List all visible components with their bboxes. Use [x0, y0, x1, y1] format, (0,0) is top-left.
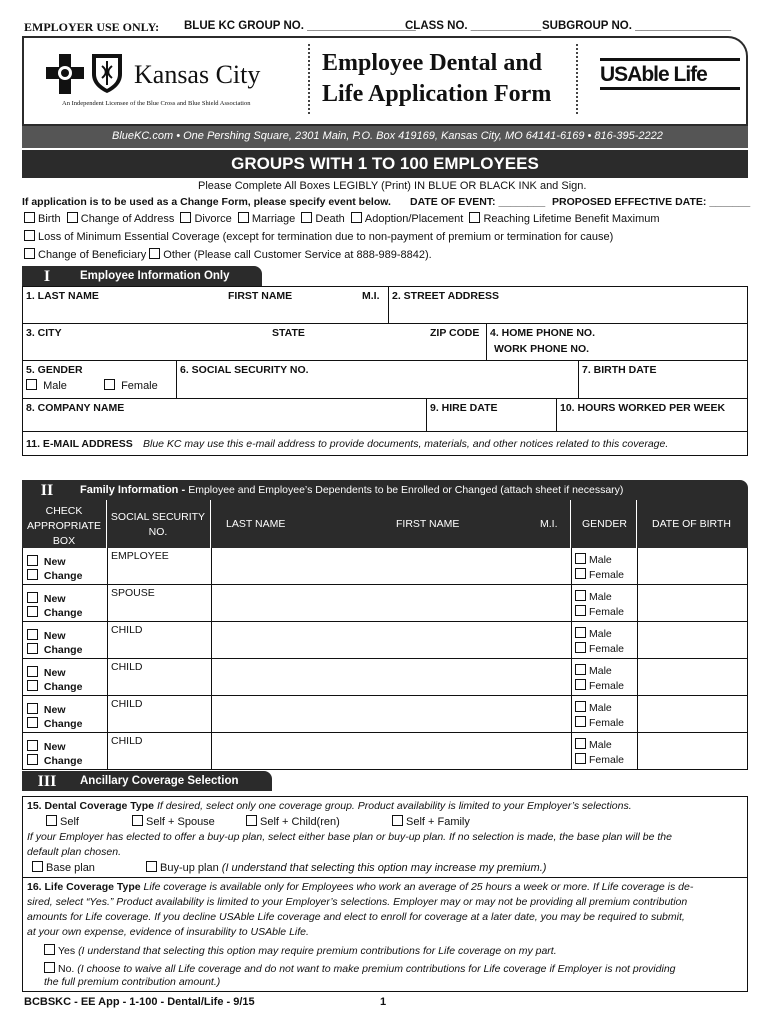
self-checkbox[interactable]: [46, 815, 57, 826]
section3-title: Ancillary Coverage Selection: [80, 775, 239, 787]
event-divorce[interactable]: Divorce: [180, 213, 231, 225]
female-checkbox[interactable]: [104, 379, 115, 390]
licensee-text: An Independent Licensee of the Blue Cross and Blue Shield Association: [62, 100, 251, 107]
opt-self-family[interactable]: Self + Family: [392, 815, 470, 828]
family-header: [22, 500, 748, 548]
male-checkbox[interactable]: [575, 627, 586, 638]
gender-male-option[interactable]: Male: [575, 590, 612, 603]
blue-shield-icon: [90, 52, 124, 94]
q16-line3: amounts for Life coverage. If you decline USAble Life coverage and elect to enroll for coverage at a later date, you may be required to submit,: [27, 911, 685, 923]
last-name-label: 1. LAST NAME: [26, 290, 99, 302]
relationship-label: CHILD: [111, 624, 143, 636]
header-divider: [308, 44, 310, 114]
event-adoption[interactable]: Adoption/Placement: [351, 213, 463, 225]
gender-male-option[interactable]: Male: [575, 738, 612, 751]
change-option[interactable]: Change: [27, 569, 82, 582]
home-phone-label: 4. HOME PHONE NO.: [490, 327, 596, 339]
col-last-header: LAST NAME: [226, 518, 286, 530]
zip-label: ZIP CODE: [430, 327, 480, 339]
gender-female-option[interactable]: Female: [575, 568, 624, 581]
class-no-field[interactable]: CLASS NO. ___________: [405, 20, 542, 32]
col-dob-header: DATE OF BIRTH: [652, 518, 731, 530]
event-birth[interactable]: Birth: [24, 213, 61, 225]
section2-bar: [22, 480, 748, 500]
female-checkbox[interactable]: [575, 753, 586, 764]
hours-label: 10. HOURS WORKED PER WEEK: [560, 402, 726, 414]
gender-female-option[interactable]: Female: [575, 605, 624, 618]
gender-female-option[interactable]: Female: [575, 679, 624, 692]
family-rows: [22, 548, 748, 770]
loss-coverage-checkbox[interactable]: [24, 230, 35, 241]
mi-label: M.I.: [362, 290, 380, 302]
email-label: 11. E-MAIL ADDRESS: [26, 438, 133, 450]
opt-self-spouse[interactable]: Self + Spouse: [132, 815, 215, 828]
relationship-label: SPOUSE: [111, 587, 155, 599]
family-row: [23, 659, 747, 696]
change-checkbox[interactable]: [27, 606, 38, 617]
change-checkbox[interactable]: [27, 569, 38, 580]
event-marriage[interactable]: Marriage: [238, 213, 295, 225]
change-option[interactable]: Change: [27, 606, 82, 619]
gender-female-option[interactable]: Female: [575, 716, 624, 729]
usable-life-logo: USAble Life: [600, 58, 740, 90]
divorce-checkbox[interactable]: [180, 212, 191, 223]
gender-male[interactable]: Male: [26, 379, 67, 392]
buyup-plan-checkbox[interactable]: [146, 861, 157, 872]
change-checkbox[interactable]: [27, 717, 38, 728]
state-label: STATE: [272, 327, 305, 339]
life-no[interactable]: No. (I choose to waive all Life coverage and do not want to make premium contributions for Life coverage if Employer is not providing: [44, 962, 676, 975]
company-label: 8. COMPANY NAME: [26, 402, 125, 414]
male-checkbox[interactable]: [575, 664, 586, 675]
adoption-checkbox[interactable]: [351, 212, 362, 223]
family-row: [23, 548, 747, 585]
blue-cross-icon: [46, 54, 84, 94]
gender-male-option[interactable]: Male: [575, 664, 612, 677]
instruction-text: Please Complete All Boxes LEGIBLY (Print) IN BLUE OR BLACK INK and Sign.: [198, 180, 587, 192]
header-divider-2: [576, 44, 578, 114]
new-option[interactable]: New: [27, 666, 66, 679]
event-loss-row[interactable]: Loss of Minimum Essential Coverage (except for termination due to non-payment of premium or termination for cause): [24, 230, 613, 243]
new-option[interactable]: New: [27, 555, 66, 568]
city-label: 3. CITY: [26, 327, 62, 339]
q16-line2: sired, select “Yes.” Product availability is limited to your Employer’s selections. Employer may or may not be providing all premium contribution: [27, 896, 688, 908]
birth-checkbox[interactable]: [24, 212, 35, 223]
new-checkbox[interactable]: [27, 703, 38, 714]
self-child-checkbox[interactable]: [246, 815, 257, 826]
event-address[interactable]: Change of Address: [67, 213, 175, 225]
event-row-1: [24, 212, 660, 225]
relationship-label: EMPLOYEE: [111, 550, 169, 562]
family-row: [23, 622, 747, 659]
gender-label: 5. GENDER: [26, 364, 83, 376]
first-name-label: FIRST NAME: [228, 290, 293, 302]
other-checkbox[interactable]: [149, 248, 160, 259]
life-yes-checkbox[interactable]: [44, 944, 55, 955]
marriage-checkbox[interactable]: [238, 212, 249, 223]
change-option[interactable]: Change: [27, 643, 82, 656]
change-form-prompt: If application is to be used as a Change Form, please specify event below.: [22, 196, 391, 208]
new-checkbox[interactable]: [27, 666, 38, 677]
form-title-line1: Employee Dental and: [322, 50, 543, 76]
female-checkbox[interactable]: [575, 716, 586, 727]
change-option[interactable]: Change: [27, 754, 82, 767]
section3-number: III: [22, 771, 72, 791]
male-checkbox[interactable]: [575, 701, 586, 712]
family-row: [23, 585, 747, 622]
group-no-field[interactable]: BLUE KC GROUP NO. _________________: [184, 20, 416, 32]
street-label: 2. STREET ADDRESS: [392, 290, 499, 302]
female-checkbox[interactable]: [575, 568, 586, 579]
ssn-label: 6. SOCIAL SECURITY NO.: [180, 364, 309, 376]
lifetime-max-checkbox[interactable]: [469, 212, 480, 223]
new-option[interactable]: New: [27, 703, 66, 716]
death-checkbox[interactable]: [301, 212, 312, 223]
male-checkbox[interactable]: [575, 590, 586, 601]
male-checkbox[interactable]: [575, 738, 586, 749]
subgroup-no-field[interactable]: SUBGROUP NO. _______________: [542, 20, 732, 32]
change-checkbox[interactable]: [27, 643, 38, 654]
col-mi-header: M.I.: [540, 518, 558, 530]
gender-female-option[interactable]: Female: [575, 753, 624, 766]
gender-female[interactable]: Female: [104, 379, 158, 392]
brand-name: Kansas City: [134, 60, 261, 89]
q16-line1: 16. Life Coverage Type Life coverage is available only for Employees who work an average of 25 hours a week or more. If Life coverage is de-: [27, 881, 694, 893]
male-checkbox[interactable]: [26, 379, 37, 390]
life-no-note-2: the full premium contribution amount.): [44, 976, 221, 988]
gender-male-option[interactable]: Male: [575, 627, 612, 640]
buyup-note-2: default plan chosen.: [27, 846, 121, 858]
opt-buyup-plan[interactable]: Buy-up plan (I understand that selecting this option may increase my premium.): [146, 861, 546, 874]
new-option[interactable]: New: [27, 592, 66, 605]
section2-number: II: [22, 480, 72, 500]
hire-date-label: 9. HIRE DATE: [430, 402, 498, 414]
col-gender-header: GENDER: [582, 518, 627, 530]
self-spouse-checkbox[interactable]: [132, 815, 143, 826]
opt-base-plan[interactable]: Base plan: [32, 861, 95, 874]
col-check-header: CHECK APPROPRIATE BOX: [27, 505, 101, 547]
family-row: [23, 696, 747, 733]
life-no-checkbox[interactable]: [44, 962, 55, 973]
gender-male-option[interactable]: Male: [575, 701, 612, 714]
change-option[interactable]: Change: [27, 680, 82, 693]
family-row: [23, 733, 747, 770]
address-checkbox[interactable]: [67, 212, 78, 223]
self-family-checkbox[interactable]: [392, 815, 403, 826]
change-checkbox[interactable]: [27, 680, 38, 691]
work-phone-label: WORK PHONE NO.: [494, 343, 590, 355]
new-option[interactable]: New: [27, 629, 66, 642]
gender-male-option[interactable]: Male: [575, 553, 612, 566]
col-ssn-header: SOCIAL SECURITY NO.: [110, 511, 206, 538]
new-checkbox[interactable]: [27, 629, 38, 640]
form-id: BCBSKC - EE App - 1-100 - Dental/Life - 9/15: [24, 996, 255, 1008]
groups-title: GROUPS WITH 1 TO 100 EMPLOYEES: [231, 154, 539, 173]
event-beneficiary-row: [24, 248, 432, 261]
section1-number: I: [22, 266, 72, 286]
change-checkbox[interactable]: [27, 754, 38, 765]
new-checkbox[interactable]: [27, 555, 38, 566]
col-first-header: FIRST NAME: [396, 518, 460, 530]
event-death[interactable]: Death: [301, 213, 344, 225]
section3-bar: [22, 771, 748, 791]
beneficiary-checkbox[interactable]: [24, 248, 35, 259]
address-text: BlueKC.com • One Pershing Square, 2301 Main, P.O. Box 419169, Kansas City, MO 64141-6169 • 816-395-2222: [112, 130, 663, 142]
life-yes[interactable]: Yes (I understand that selecting this option may require premium contributions for Life coverage on my part.: [44, 944, 557, 957]
employer-use-label: EMPLOYER USE ONLY:: [24, 20, 160, 34]
male-checkbox[interactable]: [575, 553, 586, 564]
new-checkbox[interactable]: [27, 592, 38, 603]
birth-date-label: 7. BIRTH DATE: [582, 364, 657, 376]
proposed-date-field[interactable]: PROPOSED EFFECTIVE DATE: _______: [552, 196, 751, 208]
email-note: Blue KC may use this e-mail address to provide documents, materials, and other notices related to this coverage.: [143, 438, 669, 450]
female-checkbox[interactable]: [575, 679, 586, 690]
opt-self[interactable]: Self: [46, 815, 79, 828]
female-checkbox[interactable]: [575, 605, 586, 616]
base-plan-checkbox[interactable]: [32, 861, 43, 872]
q16-line4: at your own expense, evidence of insurability to USAble Life.: [27, 926, 309, 938]
opt-self-child[interactable]: Self + Child(ren): [246, 815, 340, 828]
section1-title: Employee Information Only: [80, 270, 230, 282]
female-checkbox[interactable]: [575, 642, 586, 653]
new-option[interactable]: New: [27, 740, 66, 753]
event-beneficiary[interactable]: Change of Beneficiary: [24, 249, 146, 261]
section2-title: Family Information - Employee and Employee’s Dependents to be Enrolled or Changed (attach sheet if necessary): [80, 484, 624, 496]
date-of-event-field[interactable]: DATE OF EVENT: ________: [410, 196, 546, 208]
relationship-label: CHILD: [111, 735, 143, 747]
relationship-label: CHILD: [111, 661, 143, 673]
relationship-label: CHILD: [111, 698, 143, 710]
q15-line: 15. Dental Coverage Type If desired, select only one coverage group. Product availability is limited to your Employer’s selections.: [27, 800, 632, 812]
event-lifetime-max[interactable]: Reaching Lifetime Benefit Maximum: [469, 213, 659, 225]
gender-female-option[interactable]: Female: [575, 642, 624, 655]
form-title-line2: Life Application Form: [322, 81, 552, 107]
event-other[interactable]: Other (Please call Customer Service at 888-989-8842).: [149, 249, 431, 261]
section1-bar: [22, 266, 748, 286]
buyup-note-1: If your Employer has elected to offer a buy-up plan, select either base plan or buy-up plan. If no selection is made, the base plan will be the: [27, 831, 672, 843]
new-checkbox[interactable]: [27, 740, 38, 751]
change-option[interactable]: Change: [27, 717, 82, 730]
page-number: 1: [380, 996, 387, 1008]
